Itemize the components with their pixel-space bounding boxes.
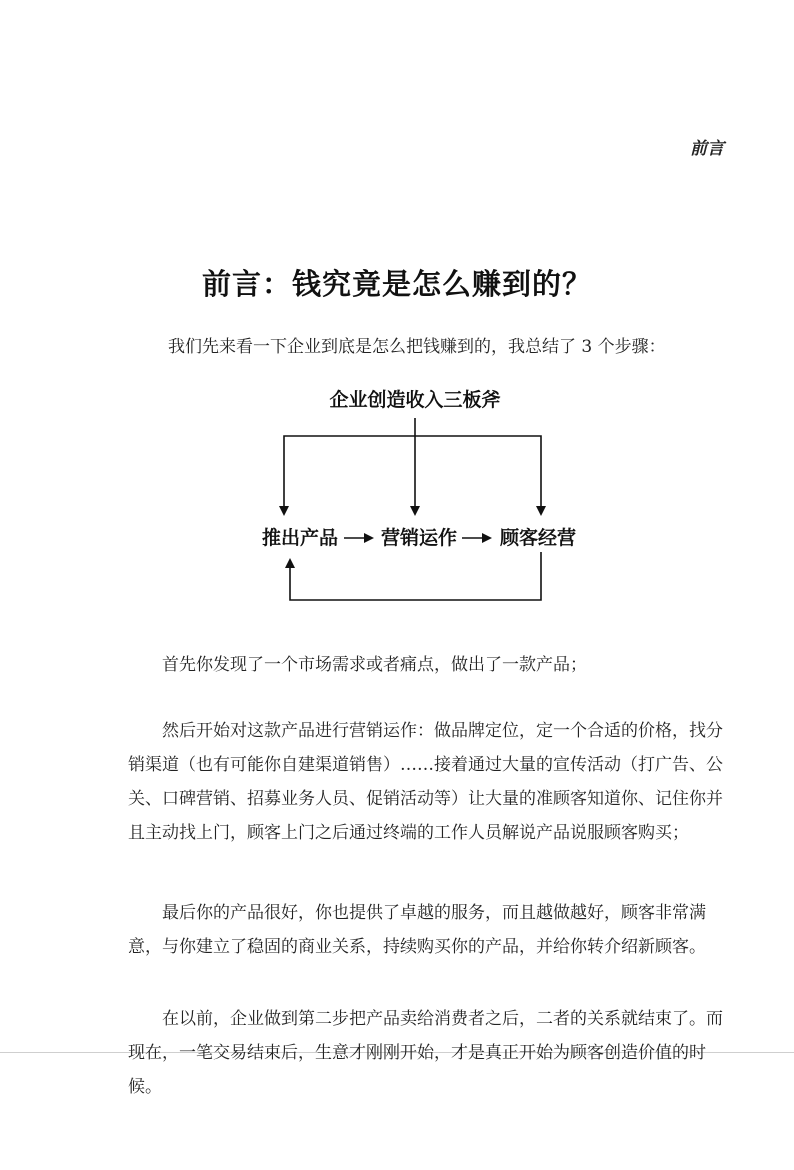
feedback-loop-connector: [290, 552, 541, 600]
diagram-heading: 企业创造收入三板斧: [329, 389, 501, 411]
intro-text: 我们先来看一下企业到底是怎么把钱赚到的，我总结了 3 个步骤：: [168, 337, 666, 357]
step-marketing: 营销运作: [380, 527, 458, 549]
revenue-flow-diagram: [0, 370, 794, 620]
distribution-connectors: [284, 418, 541, 514]
step-customer-management: 顾客经营: [499, 527, 577, 549]
paragraph-2: 然后开始对这款产品进行营销运作：做品牌定位，定一个合适的价格，找分销渠道（也有可能你自建渠道销售）……接着通过大量的宣传活动（打广告、公关、口碑营销、招募业务人员、促销活动等）让大量的准顾客知道你、记住你并且主动找上门，顾客上门之后通过终端的工作人员解说产品说服顾客购买；: [128, 721, 723, 843]
step-launch-product: 推出产品: [261, 527, 339, 549]
paragraph-1: 首先你发现了一个市场需求或者痛点，做出了一款产品；: [162, 655, 587, 675]
page-header: 前言: [690, 139, 724, 159]
paragraph-4: 在以前，企业做到第二步把产品卖给消费者之后，二者的关系就结束了。而现在，一笔交易结束后，生意才刚刚开始，才是真正开始为顾客创造价值的时候。: [128, 1009, 723, 1097]
page-title: 前言：钱究竟是怎么赚到的？: [201, 267, 592, 301]
paragraph-3: 最后你的产品很好，你也提供了卓越的服务，而且越做越好，顾客非常满意，与你建立了稳固的商业关系，持续购买你的产品，并给你转介绍新顾客。: [128, 903, 706, 957]
